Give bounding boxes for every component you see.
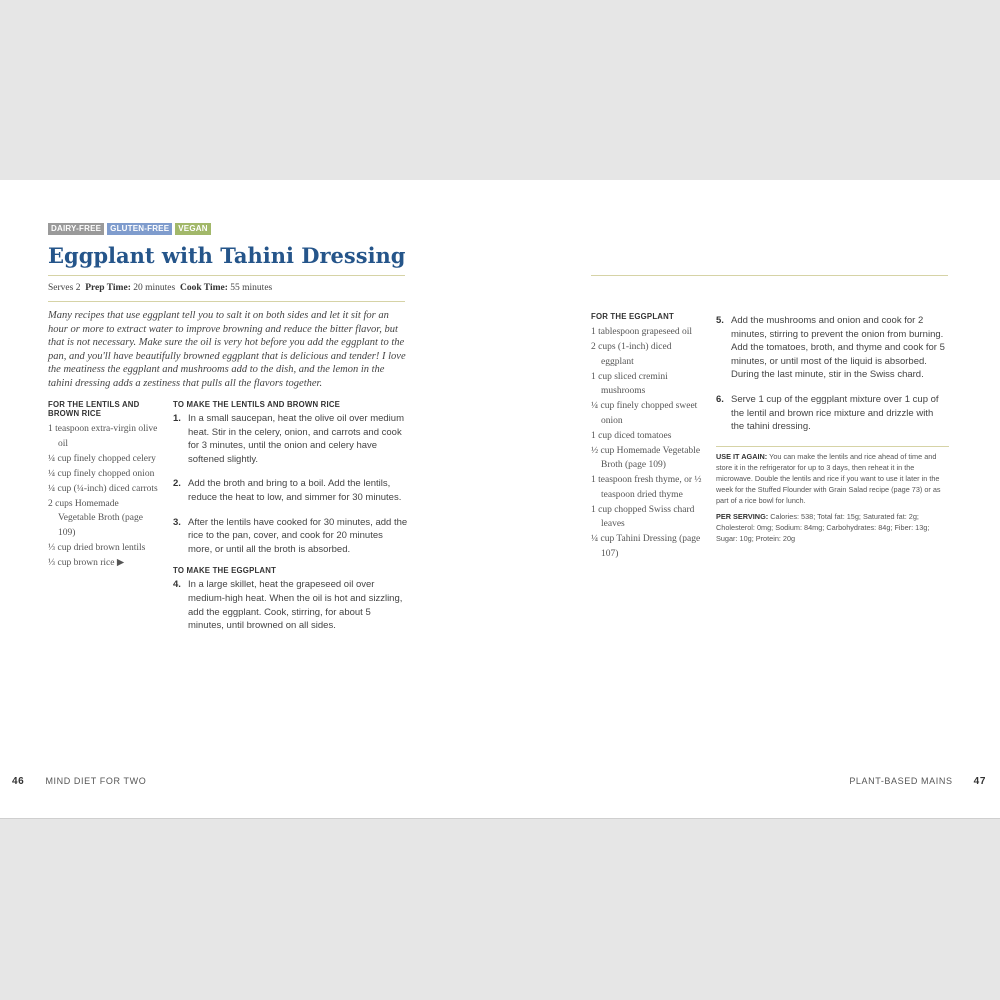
directions-left (173, 400, 408, 644)
directions-heading-lentils: TO MAKE THE LENTILS AND BROWN RICE (173, 400, 341, 409)
footer-left (12, 776, 146, 787)
step-number: 5. (716, 315, 724, 326)
nutrition-text: Calories: 538; Total fat: 15g; Saturated fat: 2g; Cholesterol: 0mg; Sodium: 84mg; Carbohydrates: 84g; Fiber: 13g; Sugar: 10g; Protein: 20g (716, 512, 930, 543)
step-text: After the lentils have cooked for 30 minutes, add the rice to the pan, cover, and cook for 20 minutes more, or until all the broth is absorbed. (188, 516, 408, 555)
footer-right (849, 776, 986, 787)
ingredients-lentils (48, 400, 158, 571)
ingredient-item: ¼ cup finely chopped onion (48, 468, 155, 479)
tip-label: USE IT AGAIN: (716, 452, 768, 461)
step-number: 1. (173, 413, 181, 424)
steps-list (173, 578, 408, 632)
ingredient-item: 1 teaspoon fresh thyme, or ½ teaspoon dried thyme (591, 475, 702, 500)
tag-vegan: VEGAN (175, 223, 210, 235)
step-number: 2. (173, 478, 181, 490)
tip-text: You can make the lentils and rice ahead of time and store it in the refrigerator for up to 3 days, then reheat it in the microwave. Double the lentils and rice if you want to use it later in the week for the Stuffed Flounder with Grain Salad recipe (page 73) or as part of a rice bowl for lunch. (716, 452, 941, 505)
ingredient-item: ¼ cup finely chopped celery (48, 453, 156, 464)
step-text: Serve 1 cup of the eggplant mixture over 1 cup of the lentil and brown rice mixture and drizzle with the tahini dressing. (731, 393, 939, 433)
section-title: PLANT-BASED MAINS (849, 776, 953, 786)
steps-list (716, 314, 949, 434)
nutrition-label: PER SERVING: (716, 512, 769, 521)
tip-rule (716, 446, 949, 447)
ingredient-item: ¼ cup (¼-inch) diced carrots (48, 483, 158, 494)
ingredient-item: ⅓ cup brown rice ▶ (48, 557, 125, 568)
ingredient-item: ⅓ cup dried brown lentils (48, 542, 146, 553)
ingredient-item: 1 teaspoon extra-virgin olive oil (48, 424, 158, 449)
diet-tags (48, 223, 211, 235)
cook-label: Cook Time: (179, 283, 228, 293)
page-number-right: 47 (973, 776, 986, 787)
tag-gluten-free: GLUTEN-FREE (107, 223, 172, 235)
step-text: Add the mushrooms and onion and cook for 2 minutes, stirring to prevent the onion from burning. Add the tomatoes, broth, and thyme and cook for 5 minutes, or until most of the liquid is absorbed. During the last minute, stir in the Swiss chard. (731, 315, 945, 381)
use-it-again-tip (716, 451, 949, 506)
directions-heading-eggplant: TO MAKE THE EGGPLANT (173, 566, 277, 576)
page-number-left: 46 (12, 776, 25, 787)
step-item (716, 393, 949, 434)
nutrition-info (716, 511, 949, 544)
book-title: MIND DIET FOR TWO (45, 776, 147, 786)
step-item (173, 477, 408, 504)
prep-time: 20 minutes (133, 283, 176, 293)
book-spread (0, 180, 1000, 819)
ingredient-item: ¼ cup Tahini Dressing (page 107) (591, 534, 701, 559)
recipe-title: Eggplant with Tahini Dressing (48, 243, 406, 268)
meta-rule (48, 301, 405, 302)
right-top-rule (591, 275, 948, 276)
cook-time: 55 minutes (230, 283, 273, 293)
step-number: 6. (716, 393, 724, 405)
ingredient-list (591, 325, 703, 561)
step-number: 4. (173, 579, 181, 591)
step-item (173, 412, 408, 466)
step-text: Add the broth and bring to a boil. Add the lentils, reduce the heat to low, and simmer for 30 minutes. (188, 478, 402, 503)
ingredients-eggplant (591, 312, 703, 562)
tag-dairy-free: DAIRY-FREE (48, 223, 104, 235)
step-item (173, 516, 408, 557)
ingredient-item: ½ cup Homemade Vegetable Broth (page 109) (591, 445, 701, 470)
ingredient-item: 1 tablespoon grapeseed oil (591, 327, 693, 337)
step-number: 3. (173, 516, 181, 528)
headnote: Many recipes that use eggplant tell you to salt it on both sides and let it sit for an hour or more to extract water to improve browning and reduce the bitter flavor, but that is not necessary. Make sure the oil is very hot before you add the eggplant to the pan, and you'll have beautifully browned eggplant that is delicious and tender! I love the meatiness the eggplant and mushrooms add to the dish, and the lemon in the tahini dressing adds a zestiness that pulls all the flavors together. (48, 310, 406, 389)
tips-box (716, 451, 949, 544)
ingredient-item: 2 cups (1-inch) diced eggplant (591, 342, 672, 367)
recipe-meta (48, 283, 272, 293)
title-rule (48, 275, 405, 276)
ingredient-item: ¼ cup finely chopped sweet onion (591, 401, 698, 426)
ingredient-list (48, 422, 158, 570)
ingredient-item: 1 cup diced tomatoes (591, 430, 672, 441)
step-text: In a small saucepan, heat the olive oil over medium heat. Stir in the celery, onion, and carrots and cook for 3 minutes, until the onion and celery have softened slightly. (188, 413, 404, 465)
directions-right (716, 311, 949, 445)
serves: Serves 2 (48, 283, 81, 293)
ingredients-heading: FOR THE EGGPLANT (591, 312, 674, 321)
prep-label: Prep Time: (85, 283, 131, 293)
ingredients-heading: FOR THE LENTILS AND BROWN RICE (48, 400, 140, 418)
steps-list (173, 412, 408, 556)
step-item (173, 578, 408, 632)
ingredient-item: 1 cup sliced cremini mushrooms (591, 371, 668, 396)
ingredient-item: 2 cups Homemade Vegetable Broth (page 109) (48, 498, 143, 538)
step-text: In a large skillet, heat the grapeseed oil over medium-high heat. When the oil is hot and sizzling, add the eggplant. Cook, stirring, for about 5 minutes, until browned on all sides. (188, 579, 403, 632)
ingredient-item: 1 cup chopped Swiss chard leaves (591, 504, 695, 529)
step-item (716, 314, 949, 382)
